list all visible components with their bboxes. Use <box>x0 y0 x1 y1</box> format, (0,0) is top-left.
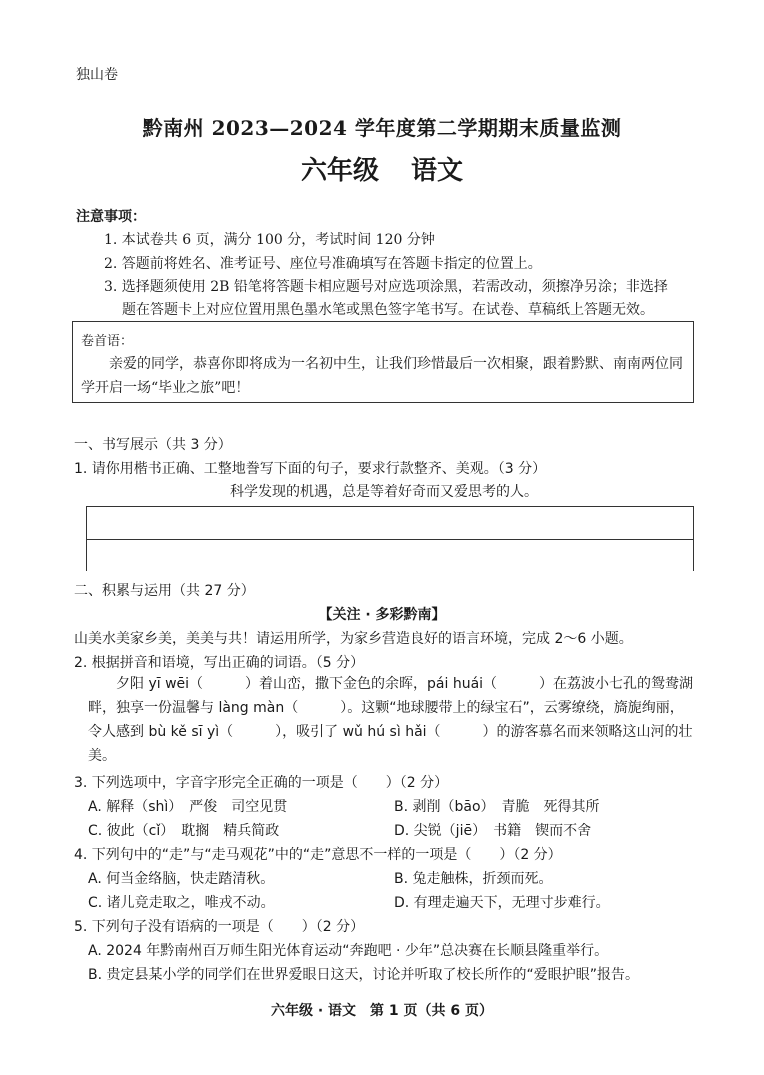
question-4-option-c[interactable]: C. 诸儿竞走取之，唯戎不动。 <box>88 895 275 911</box>
preface-text: 亲爱的同学，恭喜你即将成为一名初中生，让我们珍惜最后一次相聚，跟着黔默、南南两位同学开启一场“毕业之旅”吧！ <box>81 356 683 396</box>
preface-box <box>72 321 694 403</box>
subject-label: 语文 <box>411 156 464 186</box>
question-5-option-b[interactable]: B. 贵定县某小学的同学们在世界爱眼日这天，讨论并听取了校长所作的“爱眼护眼”报告。 <box>88 967 640 983</box>
question-1: 1. 请你用楷书正确、工整地誊写下面的句子，要求行款整齐、美观。（3 分） <box>74 461 547 477</box>
question-4: 4. 下列句中的“走”与“走马观花”中的“走”意思不一样的一项是（ ）（2 分） <box>74 847 562 863</box>
question-5-option-a[interactable]: A. 2024 年黔南州百万师生阳光体育运动“奔跑吧 · 少年”总决赛在长顺县隆重举行。 <box>88 943 609 959</box>
paper-region-label: 独山卷 <box>76 67 118 83</box>
question-5: 5. 下列句子没有语病的一项是（ ）（2 分） <box>74 919 365 935</box>
notice-item-3-cont: 题在答题卡上对应位置用黑色墨水笔或黑色签字笔书写。在试卷、草稿纸上答题无效。 <box>122 302 654 318</box>
writing-box[interactable] <box>86 506 694 571</box>
question-2-passage: 夕阳 yī wēi（ ）着山峦，撒下金色的余晖，pái huái（ ）在荔波小七孔的鸳鸯湖畔，独享一份温馨与 làng màn（ ）。这颗“地球腰带上的绿宝石”，云雾缭绕，旖旎绚丽，令人感到 bù kě sī yì（ ），吸引了 wǔ hú sì hǎi（ ）的游客慕名而来领略这山河的壮美。 <box>88 676 694 764</box>
question-2: 2. 根据拼音和语境，写出正确的词语。（5 分） <box>74 655 365 671</box>
question-4-option-b[interactable]: B. 兔走触株，折颈而死。 <box>394 871 553 887</box>
question-3: 3. 下列选项中，字音字形完全正确的一项是（ ）（2 分） <box>74 775 449 791</box>
question-3-option-a[interactable]: A. 解释（shì） 严俊 司空见贯 <box>88 799 288 815</box>
question-4-option-a[interactable]: A. 何当金络脑，快走踏清秋。 <box>88 871 275 887</box>
question-3-option-b[interactable]: B. 剥削（bāo） 青脆 死得其所 <box>394 799 600 815</box>
notice-heading: 注意事项： <box>76 209 146 225</box>
question-3-option-c[interactable]: C. 彼此（cǐ） 耽搁 精兵简政 <box>88 823 280 839</box>
question-3-option-d[interactable]: D. 尖锐（jiē） 书籍 锲而不舍 <box>394 823 592 839</box>
preface-heading: 卷首语： <box>81 334 134 349</box>
notice-item-2: 2. 答题前将姓名、准考证号、座位号准确填写在答题卡指定的位置上。 <box>104 256 542 272</box>
section-banner: 【关注 · 多彩黔南】 <box>318 607 446 623</box>
section2-heading: 二、积累与运用（共 27 分） <box>74 583 255 599</box>
page-footer: 六年级 · 语文 第 1 页（共 6 页） <box>270 1003 494 1019</box>
grade-label: 六年级 <box>300 156 379 186</box>
exam-title: 黔南州 2023—2024 学年度第二学期期末质量监测 <box>142 116 622 140</box>
writing-line <box>87 539 693 540</box>
exam-subtitle <box>0 150 764 187</box>
notice-item-1: 1. 本试卷共 6 页，满分 100 分，考试时间 120 分钟 <box>104 232 435 248</box>
section1-heading: 一、书写展示（共 3 分） <box>74 437 232 453</box>
question-4-option-d[interactable]: D. 有理走遍天下，无理寸步难行。 <box>394 895 610 911</box>
notice-item-3: 3. 选择题须使用 2B 铅笔将答题卡相应题号对应选项涂黑，若需改动，须擦净另涂；非选择 <box>104 279 668 295</box>
copy-sentence: 科学发现的机遇，总是等着好奇而又爱思考的人。 <box>230 484 538 500</box>
section2-intro: 山美水美家乡美，美美与共！请运用所学，为家乡营造良好的语言环境，完成 2～6 小题。 <box>74 631 633 647</box>
